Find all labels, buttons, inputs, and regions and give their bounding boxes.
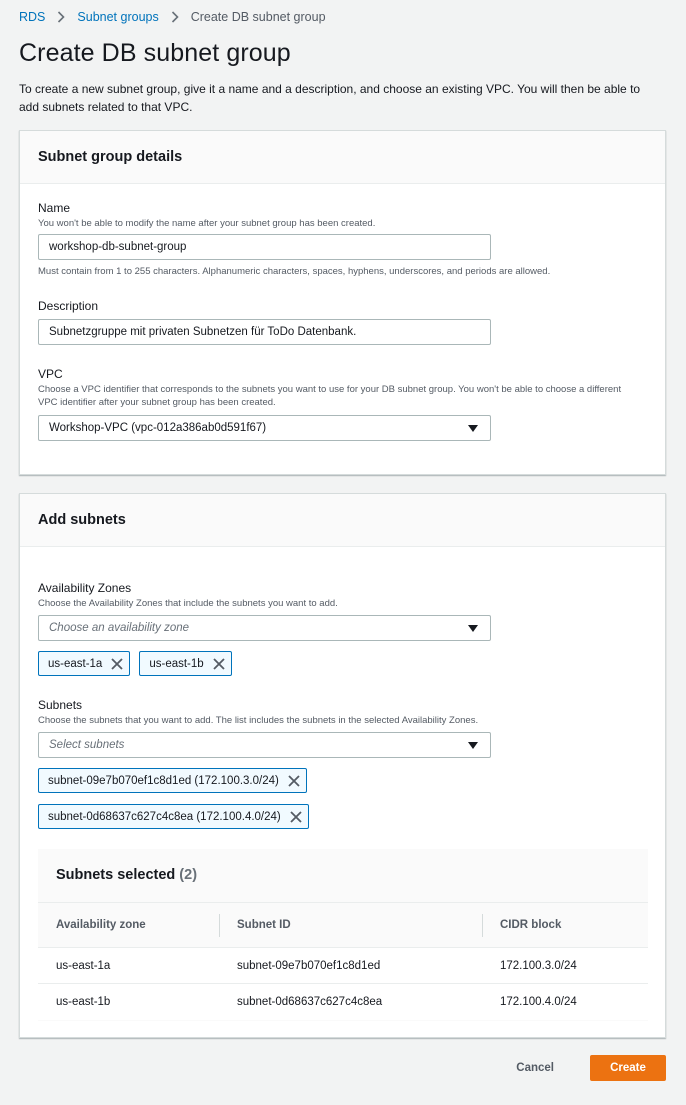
subnet-token-list — [38, 768, 491, 829]
description-field — [38, 299, 491, 345]
subnets-select-placeholder: Select subnets — [49, 739, 125, 751]
caret-down-icon — [468, 425, 478, 432]
name-hint: You won't be able to modify the name after your subnet group has been created. — [38, 218, 376, 229]
subnets-field — [38, 698, 491, 829]
chevron-right-icon — [171, 11, 179, 23]
column-header-subnet-id[interactable]: Subnet ID — [219, 903, 482, 947]
column-header-availability-zone[interactable]: Availability zone — [56, 919, 146, 931]
vpc-label: VPC — [38, 367, 63, 381]
panel-heading: Subnet group details — [38, 149, 183, 165]
panel-header — [20, 494, 665, 547]
caret-down-icon — [468, 742, 478, 749]
caret-down-icon — [468, 625, 478, 632]
vpc-hint: Choose a VPC identifier that corresponds to the subnets you want to use for your DB subnet group. You won't be able to choose a different VPC identifier after your subnet group has been created. — [38, 384, 622, 408]
az-token-list — [38, 651, 491, 676]
name-field — [38, 201, 550, 278]
az-token — [38, 651, 130, 676]
subnets-hint: Choose the subnets that you want to add. The list includes the subnets in the selected Availability Zones. — [38, 715, 479, 726]
az-select[interactable] — [38, 615, 491, 641]
vpc-select-value: Workshop-VPC (vpc-012a386ab0d591f67) — [49, 422, 267, 434]
subnet-token-label: subnet-0d68637c627c4c8ea (172.100.4.0/24) — [48, 810, 281, 823]
table-row — [38, 984, 648, 1020]
table-row — [38, 948, 648, 984]
vpc-select[interactable] — [38, 415, 491, 441]
form-actions — [500, 1055, 666, 1081]
page-description: To create a new subnet group, give it a name and a description, and choose an existing VPC. You will then be able to add subnets related to that VPC. — [19, 82, 641, 114]
breadcrumb-subnet-groups-link[interactable]: Subnet groups — [77, 10, 159, 24]
close-icon[interactable] — [213, 658, 225, 670]
cell-availability-zone: us-east-1b — [56, 996, 111, 1008]
breadcrumb — [19, 10, 326, 24]
cell-subnet-id: subnet-09e7b070ef1c8d1ed — [237, 959, 381, 972]
cell-cidr-block: 172.100.4.0/24 — [500, 996, 577, 1008]
cell-availability-zone: us-east-1a — [56, 959, 111, 972]
description-label: Description — [38, 299, 99, 313]
breadcrumb-current: Create DB subnet group — [190, 10, 326, 24]
close-icon[interactable] — [288, 775, 300, 787]
subnet-token-label: subnet-09e7b070ef1c8d1ed (172.100.3.0/24) — [48, 774, 279, 787]
subnet-token — [38, 804, 309, 829]
az-select-placeholder: Choose an availability zone — [49, 622, 190, 634]
name-label: Name — [38, 201, 71, 215]
description-input[interactable]: Subnetzgruppe mit privaten Subnetzen für ToDo Datenbank. — [38, 319, 491, 345]
create-button[interactable]: Create — [590, 1055, 666, 1081]
subnets-label: Subnets — [38, 698, 83, 712]
availability-zones-field — [38, 581, 491, 676]
subnets-selected-table — [38, 902, 648, 1020]
cancel-button[interactable]: Cancel — [500, 1055, 570, 1081]
page-title: Create DB subnet group — [19, 39, 291, 67]
panel-heading: Add subnets — [38, 512, 126, 528]
az-token — [139, 651, 231, 676]
az-label: Availability Zones — [38, 581, 132, 595]
table-header — [38, 903, 648, 948]
close-icon[interactable] — [111, 658, 123, 670]
subnet-group-details-panel — [19, 130, 666, 475]
subnets-selected-count: (2) — [179, 867, 198, 883]
subnets-selected-container — [38, 849, 648, 1021]
breadcrumb-rds-link[interactable]: RDS — [19, 10, 46, 24]
name-input[interactable]: workshop-db-subnet-group — [38, 234, 491, 260]
close-icon[interactable] — [290, 811, 302, 823]
name-constraint: Must contain from 1 to 255 characters. Alphanumeric characters, spaces, hyphens, underscores, and periods are allowed. — [38, 266, 551, 277]
az-token-label: us-east-1b — [149, 657, 204, 670]
az-token-label: us-east-1a — [48, 657, 103, 670]
add-subnets-panel — [19, 493, 666, 1038]
cell-subnet-id: subnet-0d68637c627c4c8ea — [237, 996, 383, 1008]
az-hint: Choose the Availability Zones that include the subnets you want to add. — [38, 598, 338, 609]
subnets-selected-heading: Subnets selected — [56, 867, 176, 883]
panel-header — [20, 131, 665, 184]
subnets-selected-title — [56, 867, 197, 883]
subnets-select[interactable] — [38, 732, 491, 758]
vpc-field — [38, 367, 638, 441]
cell-cidr-block: 172.100.3.0/24 — [500, 959, 577, 972]
chevron-right-icon — [57, 11, 65, 23]
subnet-token — [38, 768, 307, 793]
column-header-cidr-block[interactable]: CIDR block — [482, 903, 648, 947]
